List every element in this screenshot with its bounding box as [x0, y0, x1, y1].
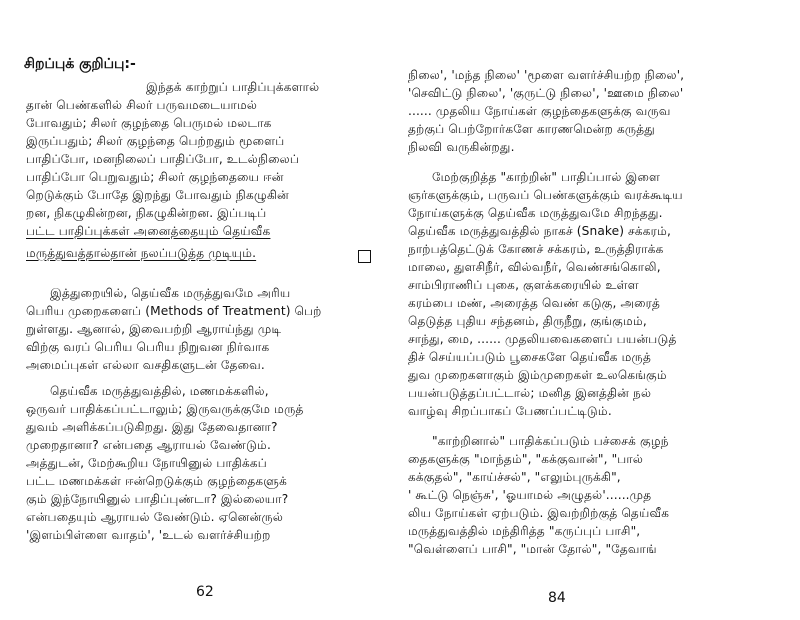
text-line: ஞர்களுக்கும், பருவப் பெண்களுக்கும் வரக்கூடிய	[408, 188, 683, 202]
text-line: அத்துடன், மேற்கூறிய நோயினுல் பாதிக்கப்	[26, 456, 267, 470]
text-line: "காற்றினால்" பாதிக்கப்படும் பச்சைக் குழந்	[432, 434, 669, 448]
text-line: தான் பெண்களில் சிலர் பருவமடையாமல்	[26, 98, 258, 112]
text-line: மாலை, துளசிநீர், வில்வநீர், வெண்சங்கொலி,	[408, 260, 661, 274]
right-page	[400, 0, 800, 620]
text-line-underlined: பட்ட பாதிப்புக்கள் அனைத்தையும் தெய்வீக	[26, 224, 271, 238]
text-line: முறைதானா? என்பதை ஆராயல் வேண்டும்.	[26, 438, 271, 452]
text-line: அமைப்புகள் எல்லா வசதிகளுடன் தேவை.	[26, 358, 265, 372]
text-line: விற்கு வரப் பெரிய பெரிய நிறுவன நிர்வாக	[26, 340, 270, 354]
text-line: கும் இந்நோயினுல் பாதிப்புண்டா? இல்லையா?	[26, 492, 289, 506]
end-of-section-square-icon	[358, 250, 371, 263]
text-line: மருத்துவத்தில் மந்திரித்த "கருப்புப் பாசி",	[408, 524, 641, 538]
text-line: 'செவிட்டு நிலை', 'குருட்டு நிலை', 'ஊமை நிலை'	[408, 86, 684, 100]
text-line: ஒருவர் பாதிக்கப்பட்டாலும்; இருவருக்குமே மருத்	[26, 402, 304, 416]
text-line: ' கூட்டு நெஞ்சு', 'ஓயாமல் அழுதல்'......முத	[408, 488, 652, 502]
text-line: பட்ட மணமக்கள் ஈன்றெடுக்கும் குழந்தைகளுக்	[26, 474, 288, 488]
text-line: "வெள்ளைப் பாசி", "மான் தோல்", "தேவாங்	[408, 542, 657, 556]
text-line: றெடுக்கும் போதே இறந்து போவதும் நிகழுகின்	[26, 188, 289, 202]
text-line: பயன்படுத்தப்பட்டால்; மனித இனத்தின் நல்	[408, 386, 652, 400]
text-line: தெய்வீக மருத்துவத்தில் நாகச் (Snake) சக்கரம்,	[408, 224, 671, 238]
text-line: இந்தக் காற்றுப் பாதிப்புக்களால்	[146, 80, 320, 94]
page-number: 84	[548, 590, 566, 606]
text-line: திச் செய்யப்படும் பூசைகளே தெய்வீக மருத்	[408, 350, 651, 364]
text-line: நாற்பத்தெட்டுக் கோணச் சக்கரம், உருத்திராக்க	[408, 242, 664, 256]
text-line: பெரிய முறைகளைப் (Methods of Treatment) பெற்	[26, 304, 322, 318]
text-line: இருப்பதும்; சிலர் குழந்தை பெற்றதும் மூளைப்	[26, 134, 285, 148]
page-number: 62	[196, 584, 214, 600]
text-line: துவ முறைகளாகும் இம்முறைகள் உலகெங்கும்	[408, 368, 667, 382]
text-line: துவம் அளிக்கப்படுகிறது. இது தேவைதானா?	[26, 420, 278, 434]
text-line: லிய நோய்கள் ஏற்படும். இவற்றிற்குத் தெய்வீக	[408, 506, 670, 520]
text-line: றன, நிகழுகின்றன, நிகழுகின்றன. இப்படிப்	[26, 206, 267, 220]
text-line: தைகளுக்கு "மாந்தம்", "கக்குவான்", "பால்	[408, 452, 644, 466]
text-line: நோய்களுக்கு தெய்வீக மருத்துவமே சிறந்தது.	[408, 206, 663, 220]
text-line: நிலை', 'மந்த நிலை' 'மூளை வளர்ச்சியற்ற நிலை',	[408, 68, 685, 82]
text-line: என்பதையும் ஆராயல் வேண்டும். ஏனென்ருல்	[26, 510, 284, 524]
text-line: ...... முதலிய நோய்கள் குழந்தைகளுக்கு வருவ	[408, 104, 671, 118]
text-line: தெய்வீக மருத்துவத்தில், மணமக்களில்,	[50, 384, 269, 398]
text-line: கரம்பை மண், அரைத்த வெண் கடுகு, அரைத்	[408, 296, 661, 310]
text-line: வாழ்வு சிறப்பாகப் பேணப்பட்டிடும்.	[408, 404, 612, 418]
section-heading: சிறப்புக் குறிப்பு:-	[24, 56, 136, 72]
text-line: தற்குப் பெற்றோர்களே காரணமென்ற கருத்து	[408, 122, 655, 136]
text-line: நிலவி வருகின்றது.	[408, 140, 515, 154]
text-line: சாம்பிராணிப் புகை, குளக்கரையில் உள்ள	[408, 278, 639, 292]
text-line: றுள்ளது. ஆனால், இவைபற்றி ஆராய்ந்து முடி	[26, 322, 282, 336]
text-line: 'இளம்பிள்ளை வாதம்', 'உடல் வளர்ச்சியற்ற	[26, 528, 271, 542]
text-line: பாதிப்போ, மனநிலைப் பாதிப்போ, உடல்நிலைப்	[26, 152, 300, 166]
text-line: கக்குதல்", "காய்ச்சல்", "எலும்புருக்கி",	[408, 470, 621, 484]
text-line: பாதிப்போ பெறுவதும்; சிலர் குழந்தையை ஈன்	[26, 170, 284, 184]
text-line: போவதும்; சிலர் குழந்தை பெருமல் மலடாக	[26, 116, 272, 130]
text-line: இத்துறையில், தெய்வீக மருத்துவமே அரிய	[50, 286, 291, 300]
text-line: சாந்து, மை, ...... முதலியவைகளைப் பயன்படுத்	[408, 332, 677, 346]
text-line: தெடுத்த புதிய சந்தனம், திருநீறு, குங்குமம்,	[408, 314, 647, 328]
text-line: மேற்குறித்த "காற்றின்" பாதிப்பால் இளை	[432, 170, 661, 184]
text-line-underlined: மருத்துவத்தால்தான் நலப்படுத்த முடியும்.	[26, 246, 257, 260]
